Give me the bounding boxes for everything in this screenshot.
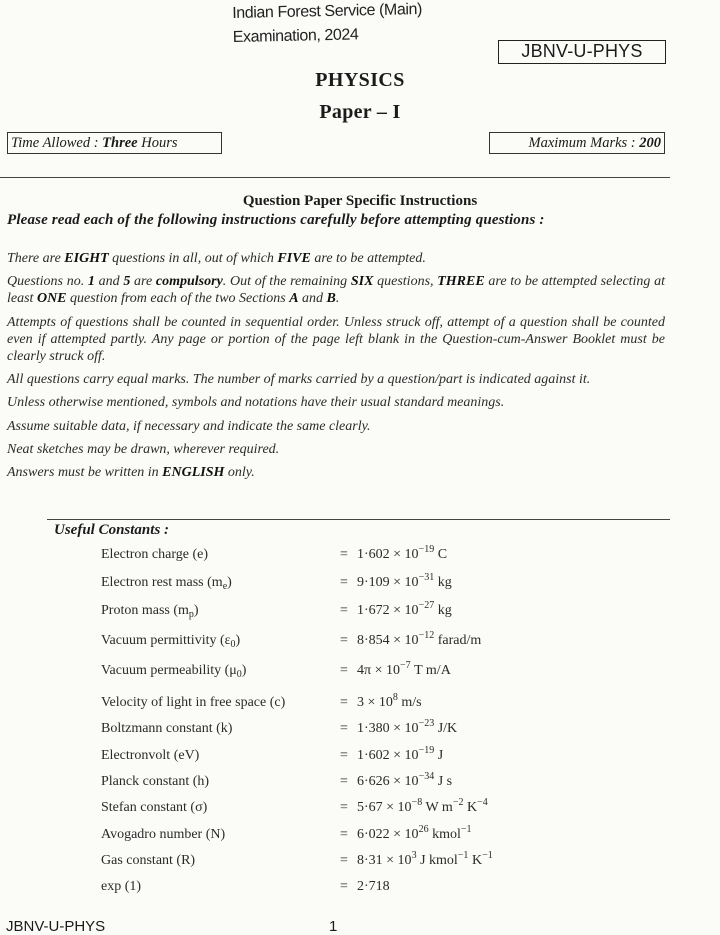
instructions-title: Question Paper Specific Instructions	[242, 193, 478, 209]
constant-name: Vacuum permeability $(\mu_0)$	[101, 663, 247, 680]
equals-sign: =	[340, 748, 348, 763]
instructions-lead: Please read each of the following instructions carefully before attempting questions :	[7, 212, 545, 228]
constant-value: $3 \times 10^8$ m/s	[357, 692, 422, 710]
equals-sign: =	[340, 695, 348, 710]
constant-value: $1\cdot 672 \times 10^{-27}$ kg	[357, 600, 452, 618]
constant-name: Velocity of light in free space (c)	[101, 695, 286, 710]
constant-row	[101, 850, 661, 873]
constant-value: $8\cdot 854 \times 10^{-12}$ farad/m	[357, 630, 482, 648]
constant-name: exp (1)	[101, 879, 142, 894]
time-allowed-box	[7, 132, 222, 154]
constant-name: Vacuum permittivity $(\varepsilon_0)$	[101, 633, 241, 650]
constant-value: $4\pi \times 10^{-7}$ T m/A	[357, 660, 451, 678]
time-unit: Hours	[137, 135, 178, 151]
marks-value: 200	[639, 135, 661, 151]
constant-row	[101, 718, 661, 741]
constant-value: $1\cdot 602 \times 10^{-19}$ C	[357, 544, 448, 562]
equals-sign: =	[340, 633, 348, 648]
constant-name: Electron rest mass $(m_e)$	[101, 575, 232, 592]
instruction-item: Questions no. 1 and 5 are compulsory. Out of the remaining SIX questions, THREE are to be attempted selecting at least ONE question from each of the two Sections A and B.	[7, 274, 666, 307]
constants-divider	[47, 519, 670, 520]
marks-label: Maximum Marks :	[528, 135, 640, 151]
equals-sign: =	[340, 575, 348, 590]
constant-name: Stefan constant (σ)	[101, 800, 208, 815]
exam-title	[232, 0, 423, 50]
constant-row	[101, 692, 661, 715]
instruction-item: Unless otherwise mentioned, symbols and notations have their usual standard meanings.	[7, 395, 505, 411]
constant-value: 2·718	[357, 879, 390, 894]
equals-sign: =	[340, 879, 348, 894]
constant-name: Electronvolt (eV)	[101, 748, 200, 763]
constant-row	[101, 879, 661, 899]
constant-name: Boltzmann constant (k)	[101, 721, 233, 736]
equals-sign: =	[340, 663, 348, 678]
time-value: Three	[102, 135, 138, 151]
equals-sign: =	[340, 721, 348, 736]
instruction-item: Answers must be written in ENGLISH only.	[7, 465, 255, 481]
footer-page-number: 1	[329, 918, 338, 935]
constant-row	[101, 771, 661, 794]
maximum-marks-box	[489, 132, 665, 154]
equals-sign: =	[340, 800, 348, 815]
constant-value: $6\cdot 022 \times 10^{26}$ kmol$^{-1}$	[357, 824, 472, 842]
constant-row	[101, 824, 661, 847]
constant-row	[101, 544, 661, 567]
equals-sign: =	[340, 827, 348, 842]
instruction-item: Neat sketches may be drawn, wherever required.	[7, 441, 280, 457]
paper-title: Paper – I	[319, 101, 401, 123]
equals-sign: =	[340, 774, 348, 789]
instructions-list	[7, 250, 665, 487]
constant-name: Avogadro number (N)	[101, 827, 226, 842]
exam-title-line2: Examination, 2024	[232, 26, 359, 46]
constant-value: $6\cdot 626 \times 10^{-34}$ J s	[357, 771, 453, 789]
instruction-item: Assume suitable data, if necessary and indicate the same clearly.	[7, 418, 371, 434]
instruction-item: All questions carry equal marks. The number of marks carried by a question/part is indicated against it.	[7, 372, 591, 388]
constant-name: Gas constant (R)	[101, 853, 196, 868]
constant-row	[101, 630, 661, 653]
exam-title-line1: Indian Forest Service (Main)	[232, 1, 423, 22]
constant-value: $9\cdot 109 \times 10^{-31}$ kg	[357, 572, 452, 590]
paper-code-box: JBNV-U-PHYS	[498, 40, 666, 64]
instruction-item: Attempts of questions shall be counted in sequential order. Unless struck off, attempt of a question shall be counted even if attempted partly. Any page or portion of the page left blank in the Question-cum-Answer Booklet must be clearly struck off.	[7, 314, 665, 365]
constant-row	[101, 660, 661, 683]
constant-value: $1\cdot 380 \times 10^{-23}$ J/K	[357, 718, 458, 736]
constant-value: $1\cdot 602 \times 10^{-19}$ J	[357, 745, 444, 763]
constant-row	[101, 745, 661, 768]
constant-row	[101, 797, 661, 820]
constant-value: $5\cdot 67 \times 10^{-8}$ W $m^{-2}$ $K^{-4}$	[357, 797, 488, 815]
subject-title: PHYSICS	[315, 69, 405, 91]
constant-value: $8\cdot 31 \times 10^3$ J kmol$^{-1}$ $K^{-1}$	[357, 850, 493, 868]
instruction-item: There are EIGHT questions in all, out of which FIVE are to be attempted.	[7, 251, 426, 266]
equals-sign: =	[340, 853, 348, 868]
time-label: Time Allowed :	[11, 135, 103, 151]
constants-title: Useful Constants :	[54, 522, 170, 538]
constant-name: Proton mass $(m_p)$	[101, 603, 199, 620]
constant-name: Planck constant (h)	[101, 774, 210, 789]
equals-sign: =	[340, 603, 348, 618]
constant-row	[101, 572, 661, 595]
constant-name: Electron charge (e)	[101, 547, 209, 562]
equals-sign: =	[340, 547, 348, 562]
top-divider	[0, 177, 670, 178]
footer-paper-code: JBNV-U-PHYS	[6, 918, 106, 935]
constant-row	[101, 600, 661, 623]
